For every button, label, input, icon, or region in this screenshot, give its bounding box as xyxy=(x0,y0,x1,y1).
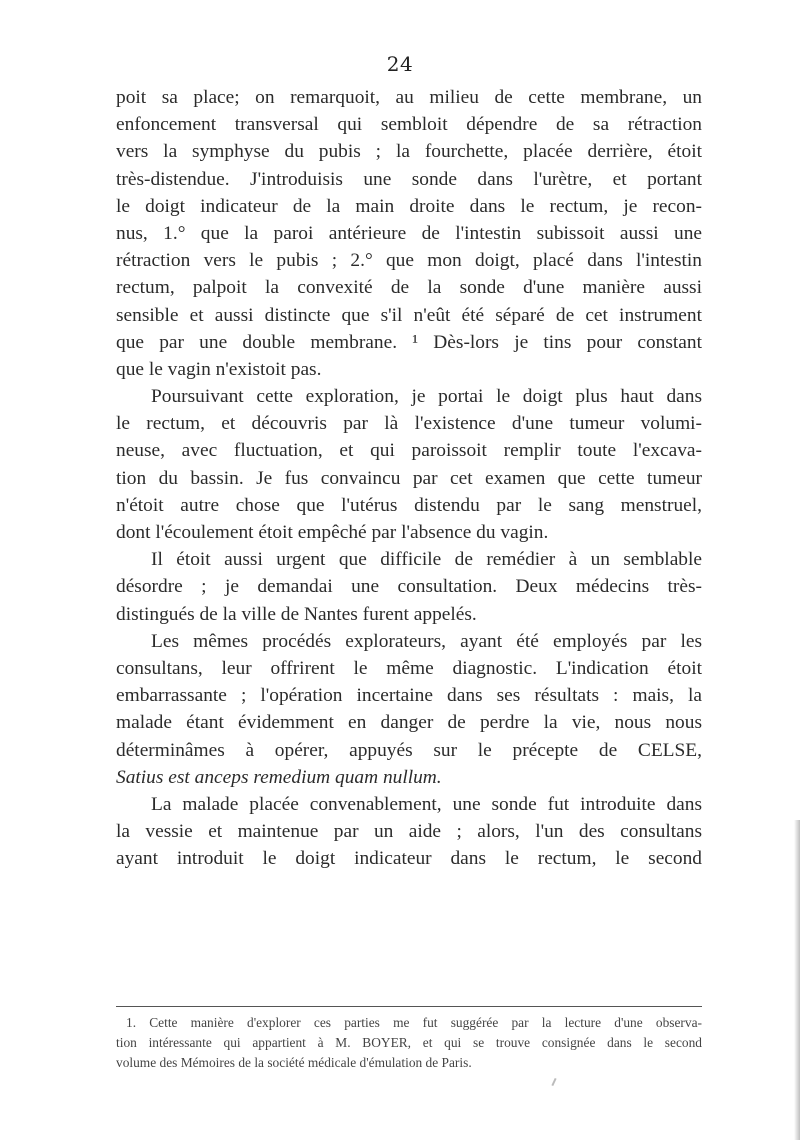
text-line: le doigt indicateur de la main droite dans le rectum, je recon- xyxy=(116,195,702,217)
footnote xyxy=(116,1013,702,1073)
text-line: consultans, leur offrirent le même diagnostic. L'indication étoit xyxy=(116,657,702,679)
text-line: ayant introduit le doigt indicateur dans le rectum, le second xyxy=(116,848,702,870)
text-line-italic: Satius est anceps remedium quam nullum. xyxy=(116,766,442,788)
footnote-line: volume des Mémoires de la société médicale d'émulation de Paris. xyxy=(116,1055,472,1070)
text-line: que le vagin n'existoit pas. xyxy=(116,358,322,380)
text-line: La malade placée convenablement, une sonde fut introduite dans xyxy=(151,793,702,815)
stray-ink-mark xyxy=(551,1078,556,1086)
text-line: sensible et aussi distincte que s'il n'eût été séparé de cet instrument xyxy=(116,304,702,326)
text-line: la vessie et maintenue par un aide ; alors, l'un des consultans xyxy=(116,821,702,843)
text-line: Il étoit aussi urgent que difficile de remédier à un semblable xyxy=(151,549,702,571)
text-line: embarrassante ; l'opération incertaine dans ses résultats : mais, la xyxy=(116,685,702,707)
text-line: nus, 1.° que la paroi antérieure de l'intestin subissoit aussi une xyxy=(116,222,702,244)
text-line: vers la symphyse du pubis ; la fourchette, placée derrière, étoit xyxy=(116,141,702,163)
text-line: désordre ; je demandai une consultation. Deux médecins très- xyxy=(116,576,702,598)
text-line: enfoncement transversal qui sembloit dépendre de sa rétraction xyxy=(116,114,702,136)
page-edge-shadow xyxy=(794,820,800,1140)
text-line: très-distendue. J'introduisis une sonde dans l'urètre, et portant xyxy=(116,168,702,190)
text-line: neuse, avec fluctuation, et qui paroissoit remplir toute l'excava- xyxy=(116,440,702,462)
footnote-line: tion intéressante qui appartient à M. BOYER, et qui se trouve consignée dans le second xyxy=(116,1035,702,1050)
text-line: Poursuivant cette exploration, je portai le doigt plus haut dans xyxy=(151,386,702,408)
footnote-divider xyxy=(116,1006,702,1007)
text-line: rectum, palpoit la convexité de la sonde d'une manière aussi xyxy=(116,277,702,299)
text-line: poit sa place; on remarquoit, au milieu de cette membrane, un xyxy=(116,87,702,108)
text-line: le rectum, et découvris par là l'existence d'une tumeur volumi- xyxy=(116,413,702,435)
footnote-line: 1. Cette manière d'explorer ces parties me fut suggérée par la lecture d'une observa- xyxy=(126,1015,702,1030)
text-line: déterminâmes à opérer, appuyés sur le précepte de CELSE, xyxy=(116,739,702,761)
text-line: que par une double membrane. ¹ Dès-lors je tins pour constant xyxy=(116,331,702,353)
text-line: tion du bassin. Je fus convaincu par cet examen que cette tumeur xyxy=(116,467,702,489)
body-text xyxy=(116,84,702,872)
text-line: malade étant évidemment en danger de perdre la vie, nous nous xyxy=(116,712,702,734)
text-line: rétraction vers le pubis ; 2.° que mon doigt, placé dans l'intestin xyxy=(116,250,702,272)
text-line: n'étoit autre chose que l'utérus distendu par le sang menstruel, xyxy=(116,494,702,516)
text-line: dont l'écoulement étoit empêché par l'absence du vagin. xyxy=(116,522,549,543)
page-number: 24 xyxy=(386,52,414,76)
text-line: distingués de la ville de Nantes furent appelés. xyxy=(116,603,477,625)
text-line: Les mêmes procédés explorateurs, ayant été employés par les xyxy=(151,630,702,652)
